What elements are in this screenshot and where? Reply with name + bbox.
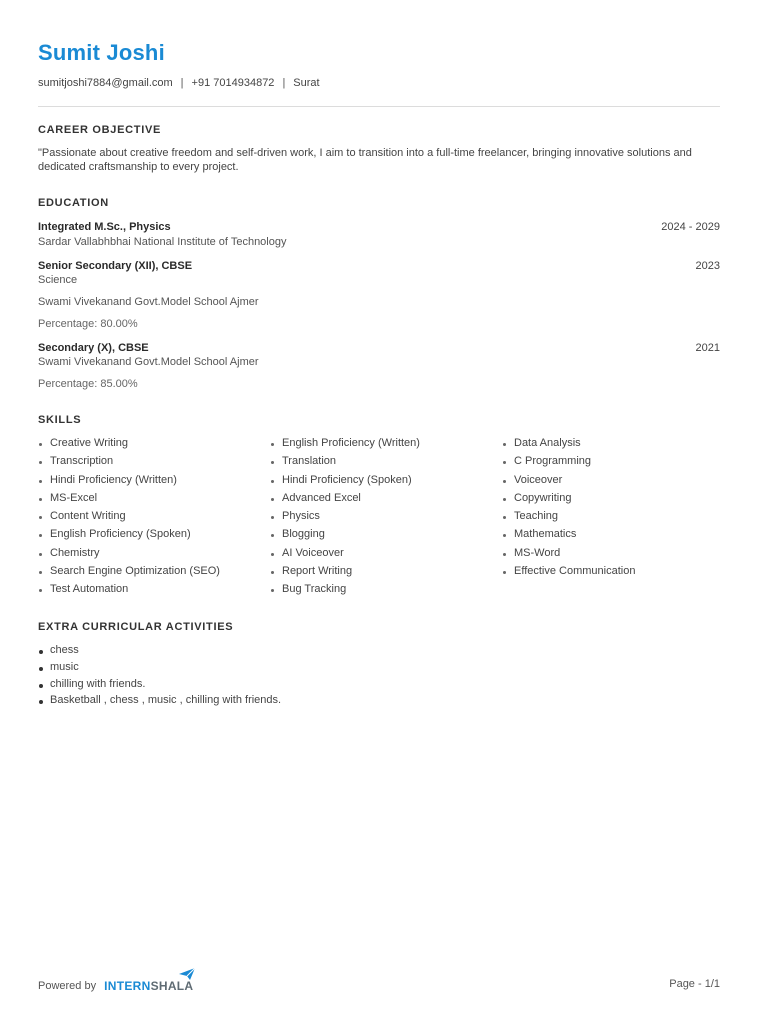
skill-item: Mathematics xyxy=(502,528,732,546)
skill-item: Data Analysis xyxy=(502,437,732,455)
skill-item: MS-Excel xyxy=(38,492,268,510)
skill-item: C Programming xyxy=(502,455,732,473)
candidate-name: Sumit Joshi xyxy=(38,40,165,65)
contact-line xyxy=(38,77,320,89)
education-stream: Science xyxy=(38,274,78,286)
contact-city: Surat xyxy=(293,77,320,89)
skill-item: Voiceover xyxy=(502,474,732,492)
activity-item: chess xyxy=(38,644,281,661)
extra-curricular-list xyxy=(38,644,281,711)
skill-item: Bug Tracking xyxy=(270,583,500,601)
contact-separator: | xyxy=(180,77,184,89)
activity-item: Basketball , chess , music , chilling with friends. xyxy=(38,694,281,711)
brand-intern: INTERN xyxy=(104,979,151,993)
powered-by xyxy=(38,979,193,993)
extra-curricular-heading: EXTRA CURRICULAR ACTIVITIES xyxy=(38,621,234,633)
skill-item: Advanced Excel xyxy=(270,492,500,510)
skill-item: Copywriting xyxy=(502,492,732,510)
brand-shala: SHALA xyxy=(150,979,194,993)
education-institution: Sardar Vallabhbhai National Institute of Technology xyxy=(38,236,287,248)
education-entry xyxy=(38,260,720,272)
contact-email: sumitjoshi7884@gmail.com xyxy=(38,77,173,89)
skill-item: Creative Writing xyxy=(38,437,268,455)
skill-item: Teaching xyxy=(502,510,732,528)
skill-item: Blogging xyxy=(270,528,500,546)
skill-item: Physics xyxy=(270,510,500,528)
skill-item: English Proficiency (Spoken) xyxy=(38,528,268,546)
education-institution: Swami Vivekanand Govt.Model School Ajmer xyxy=(38,356,259,368)
skills-column xyxy=(270,437,500,602)
skill-item: MS-Word xyxy=(502,547,732,565)
skill-item: English Proficiency (Written) xyxy=(270,437,500,455)
skill-item: Hindi Proficiency (Written) xyxy=(38,474,268,492)
activity-item: chilling with friends. xyxy=(38,678,281,695)
skills-column xyxy=(502,437,732,583)
education-date: 2024 - 2029 xyxy=(661,221,720,233)
education-date: 2023 xyxy=(695,260,720,272)
skill-item: AI Voiceover xyxy=(270,547,500,565)
skill-item: Chemistry xyxy=(38,547,268,565)
contact-separator: | xyxy=(282,77,286,89)
education-date: 2021 xyxy=(695,342,720,354)
education-degree: Integrated M.Sc., Physics xyxy=(38,221,171,233)
skill-item: Effective Communication xyxy=(502,565,732,583)
internshala-logo[interactable] xyxy=(104,979,193,993)
education-degree: Senior Secondary (XII), CBSE xyxy=(38,260,193,272)
header-divider xyxy=(38,106,720,107)
skill-item: Translation xyxy=(270,455,500,473)
education-degree: Secondary (X), CBSE xyxy=(38,342,149,354)
education-heading: EDUCATION xyxy=(38,197,109,209)
education-entry xyxy=(38,221,720,233)
contact-phone: +91 7014934872 xyxy=(191,77,275,89)
skill-item: Hindi Proficiency (Spoken) xyxy=(270,474,500,492)
career-objective-text: "Passionate about creative freedom and self-driven work, I aim to transition into a full-time freelancer, bringing innovative solutions and dedicated craftsmanship to every project. xyxy=(38,147,692,173)
education-score: Percentage: 85.00% xyxy=(38,378,138,390)
skill-item: Content Writing xyxy=(38,510,268,528)
education-score: Percentage: 80.00% xyxy=(38,318,138,330)
paper-plane-icon xyxy=(179,968,195,980)
career-objective-heading: CAREER OBJECTIVE xyxy=(38,124,162,136)
page-number: Page - 1/1 xyxy=(669,978,720,990)
skills-heading: SKILLS xyxy=(38,414,82,426)
activity-item: music xyxy=(38,661,281,678)
education-institution: Swami Vivekanand Govt.Model School Ajmer xyxy=(38,296,259,308)
education-entry xyxy=(38,342,720,354)
skill-item: Transcription xyxy=(38,455,268,473)
powered-by-label: Powered by xyxy=(38,980,97,992)
skill-item: Report Writing xyxy=(270,565,500,583)
skills-column xyxy=(38,437,268,602)
skill-item: Test Automation xyxy=(38,583,268,601)
skill-item: Search Engine Optimization (SEO) xyxy=(38,565,268,583)
